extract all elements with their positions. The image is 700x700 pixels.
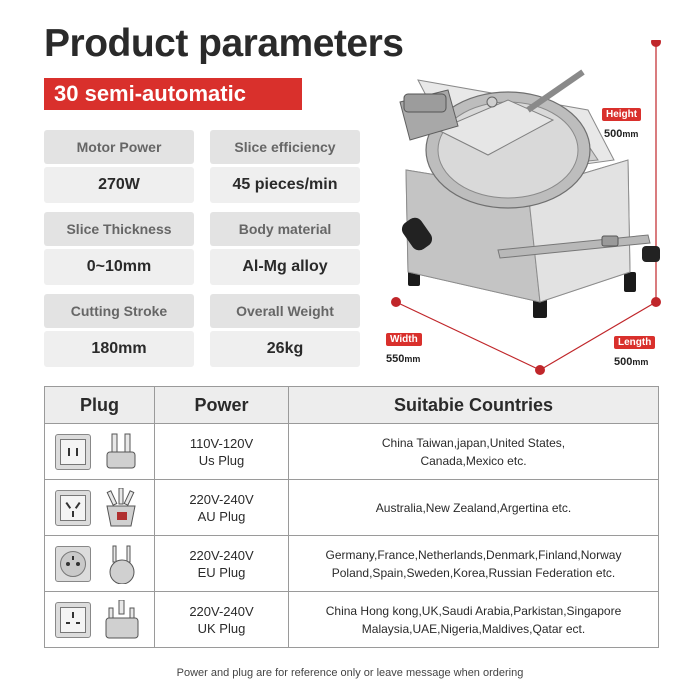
footer-note: Power and plug are for reference only or leave message when ordering xyxy=(176,667,524,679)
power-cell xyxy=(155,536,289,592)
au-socket-icon xyxy=(55,490,91,526)
param-label: Motor Power xyxy=(44,130,194,164)
us-plug-icon xyxy=(103,432,141,472)
param-value: 180mm xyxy=(44,331,194,367)
countries-line: Australia,New Zealand,Argertina etc. xyxy=(375,500,572,515)
countries-line: Germany,France,Netherlands,Denmark,Finland,Norway xyxy=(325,547,622,562)
height-tag: Height xyxy=(602,108,641,121)
slicer-machine-drawing xyxy=(378,40,668,380)
width-tag: Width xyxy=(386,333,422,346)
model-subtitle-badge: 30 semi-automatic xyxy=(44,78,302,110)
power-cell xyxy=(155,592,289,648)
param-value: Al-Mg alloy xyxy=(210,249,360,285)
countries-line: China Hong kong,UK,Saudi Arabia,Parkistan,Singapore xyxy=(325,603,622,618)
param-overall-weight xyxy=(210,294,360,367)
uk-plug-icon xyxy=(103,600,141,640)
param-cutting-stroke xyxy=(44,294,194,367)
plug-table xyxy=(44,386,659,648)
table-row xyxy=(45,480,659,536)
countries-cell xyxy=(289,424,659,480)
param-label: Overall Weight xyxy=(210,294,360,328)
param-value: 270W xyxy=(44,167,194,203)
countries-cell xyxy=(289,536,659,592)
power-cell xyxy=(155,424,289,480)
countries-line: Poland,Spain,Sweden,Korea,Russian Federation etc. xyxy=(331,565,616,580)
voltage: 220V-240V xyxy=(189,603,254,619)
countries-line: Malaysia,UAE,Nigeria,Maldives,Qatar ect. xyxy=(361,621,586,636)
param-label: Slice efficiency xyxy=(210,130,360,164)
param-slice-efficiency xyxy=(210,130,360,203)
width-value: 550mm xyxy=(386,353,421,365)
table-row xyxy=(45,536,659,592)
table-header: Power xyxy=(155,387,289,424)
au-plug-icon xyxy=(103,488,141,528)
uk-socket-icon xyxy=(55,602,91,638)
param-value: 45 pieces/min xyxy=(210,167,360,203)
plug-name: AU Plug xyxy=(197,508,246,524)
param-value: 0~10mm xyxy=(44,249,194,285)
table-row xyxy=(45,424,659,480)
plug-name: Us Plug xyxy=(198,452,245,468)
plug-name: UK Plug xyxy=(197,620,246,636)
countries-cell xyxy=(289,592,659,648)
eu-socket-icon xyxy=(55,546,91,582)
param-slice-thickness xyxy=(44,212,194,285)
plug-cell xyxy=(45,480,155,536)
power-cell xyxy=(155,480,289,536)
table-header: Plug xyxy=(45,387,155,424)
countries-line: Canada,Mexico etc. xyxy=(420,453,527,468)
plug-cell xyxy=(45,536,155,592)
voltage: 220V-240V xyxy=(189,491,254,507)
length-tag: Length xyxy=(614,336,655,349)
eu-plug-icon xyxy=(103,544,141,584)
table-header: Suitabie Countries xyxy=(289,387,659,424)
us-socket-icon xyxy=(55,434,91,470)
table-row xyxy=(45,592,659,648)
plug-name: EU Plug xyxy=(197,564,246,580)
param-label: Body material xyxy=(210,212,360,246)
plug-cell xyxy=(45,592,155,648)
voltage: 110V-120V xyxy=(189,435,254,451)
countries-line: China Taiwan,japan,United States, xyxy=(381,435,566,450)
param-motor-power xyxy=(44,130,194,203)
voltage: 220V-240V xyxy=(189,547,254,563)
table-header-row xyxy=(45,387,659,424)
slicer-machine-image xyxy=(378,40,668,380)
height-value: 500mm xyxy=(604,128,639,140)
param-body-material xyxy=(210,212,360,285)
plug-cell xyxy=(45,424,155,480)
param-label: Slice Thickness xyxy=(44,212,194,246)
page-title: Product parameters xyxy=(44,22,404,65)
param-value: 26kg xyxy=(210,331,360,367)
param-label: Cutting Stroke xyxy=(44,294,194,328)
countries-cell xyxy=(289,480,659,536)
length-value: 500mm xyxy=(614,356,649,368)
